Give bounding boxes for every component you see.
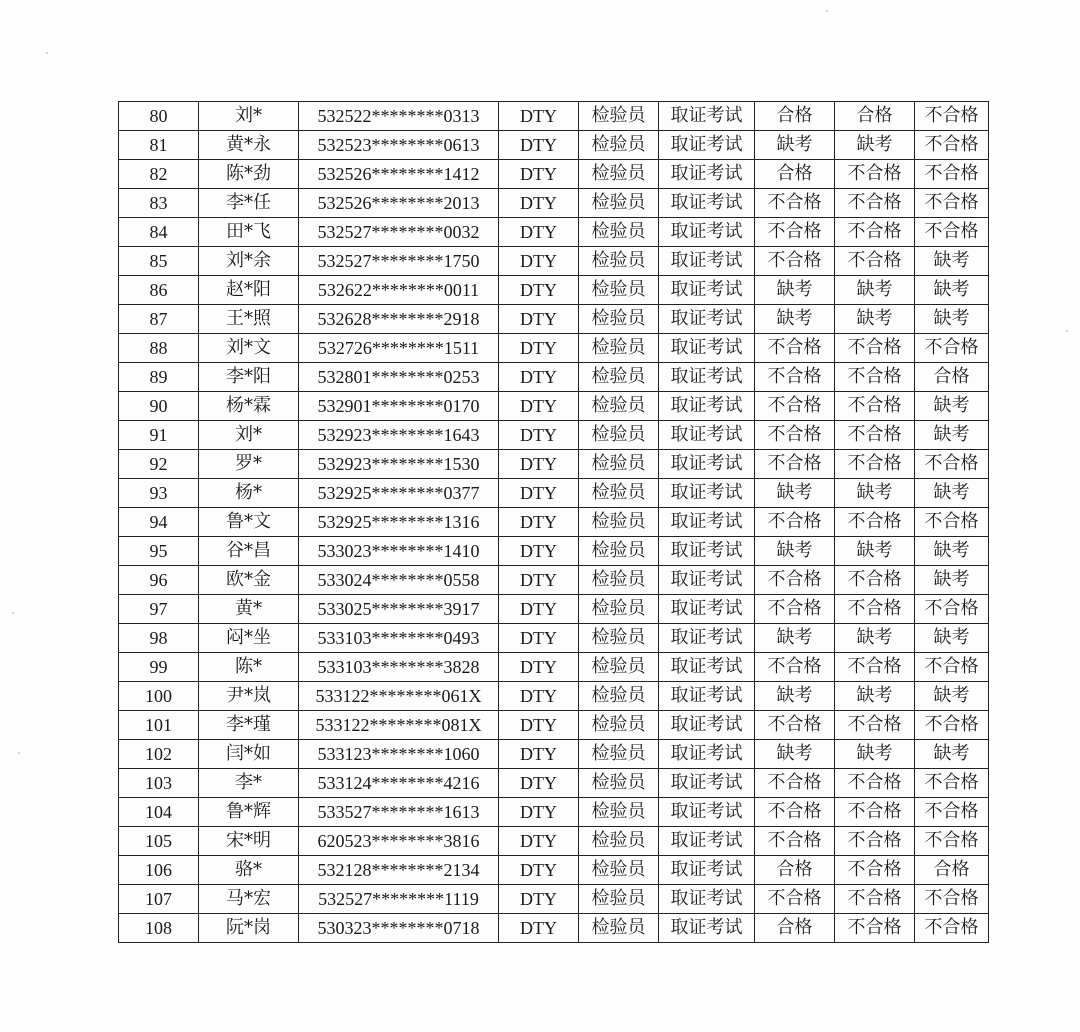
- cell-exam-type: 取证考试: [659, 537, 755, 566]
- cell-role: 检验员: [579, 769, 659, 798]
- cell-exam-type: 取证考试: [659, 856, 755, 885]
- table-row: [119, 160, 989, 189]
- cell-role: 检验员: [579, 479, 659, 508]
- table-row: [119, 914, 989, 943]
- cell-role: 检验员: [579, 102, 659, 131]
- cell-name: 马*宏: [199, 885, 299, 914]
- cell-result-1: 不合格: [755, 363, 835, 392]
- cell-result-3: 不合格: [915, 711, 989, 740]
- cell-category-code: DTY: [499, 827, 579, 856]
- cell-exam-type: 取证考试: [659, 711, 755, 740]
- cell-id-number: 532628********2918: [299, 305, 499, 334]
- cell-id-number: 533023********1410: [299, 537, 499, 566]
- cell-name: 骆*: [199, 856, 299, 885]
- cell-exam-type: 取证考试: [659, 682, 755, 711]
- cell-exam-type: 取证考试: [659, 740, 755, 769]
- cell-role: 检验员: [579, 334, 659, 363]
- cell-category-code: DTY: [499, 798, 579, 827]
- table-row: [119, 218, 989, 247]
- cell-id-number: 532523********0613: [299, 131, 499, 160]
- cell-name: 黄*永: [199, 131, 299, 160]
- cell-result-2: 不合格: [835, 827, 915, 856]
- cell-name: 罗*: [199, 450, 299, 479]
- cell-result-2: 不合格: [835, 160, 915, 189]
- cell-name: 赵*阳: [199, 276, 299, 305]
- table-row: [119, 247, 989, 276]
- table-row: [119, 421, 989, 450]
- cell-result-3: 不合格: [915, 827, 989, 856]
- cell-exam-type: 取证考试: [659, 624, 755, 653]
- cell-result-2: 不合格: [835, 363, 915, 392]
- cell-exam-type: 取证考试: [659, 363, 755, 392]
- cell-result-1: 不合格: [755, 827, 835, 856]
- cell-result-3: 不合格: [915, 914, 989, 943]
- cell-role: 检验员: [579, 653, 659, 682]
- cell-serial-number: 107: [119, 885, 199, 914]
- cell-id-number: 532526********2013: [299, 189, 499, 218]
- cell-serial-number: 80: [119, 102, 199, 131]
- table-row: [119, 189, 989, 218]
- scan-speck: [12, 612, 14, 614]
- cell-role: 检验员: [579, 827, 659, 856]
- cell-exam-type: 取证考试: [659, 798, 755, 827]
- cell-id-number: 620523********3816: [299, 827, 499, 856]
- cell-serial-number: 95: [119, 537, 199, 566]
- cell-category-code: DTY: [499, 421, 579, 450]
- table-row: [119, 334, 989, 363]
- cell-result-1: 合格: [755, 914, 835, 943]
- cell-id-number: 532923********1530: [299, 450, 499, 479]
- cell-result-2: 不合格: [835, 566, 915, 595]
- table-row: [119, 740, 989, 769]
- cell-result-1: 不合格: [755, 566, 835, 595]
- cell-result-2: 不合格: [835, 189, 915, 218]
- cell-serial-number: 98: [119, 624, 199, 653]
- cell-exam-type: 取证考试: [659, 827, 755, 856]
- cell-id-number: 532527********1750: [299, 247, 499, 276]
- cell-id-number: 532526********1412: [299, 160, 499, 189]
- cell-name: 李*任: [199, 189, 299, 218]
- cell-result-1: 不合格: [755, 508, 835, 537]
- cell-name: 田*飞: [199, 218, 299, 247]
- cell-role: 检验员: [579, 189, 659, 218]
- cell-exam-type: 取证考试: [659, 276, 755, 305]
- cell-role: 检验员: [579, 537, 659, 566]
- cell-id-number: 532522********0313: [299, 102, 499, 131]
- cell-result-2: 不合格: [835, 885, 915, 914]
- cell-name: 李*瑾: [199, 711, 299, 740]
- cell-serial-number: 84: [119, 218, 199, 247]
- cell-role: 检验员: [579, 566, 659, 595]
- cell-serial-number: 90: [119, 392, 199, 421]
- cell-id-number: 533103********0493: [299, 624, 499, 653]
- cell-exam-type: 取证考试: [659, 421, 755, 450]
- cell-category-code: DTY: [499, 653, 579, 682]
- cell-serial-number: 92: [119, 450, 199, 479]
- cell-role: 检验员: [579, 247, 659, 276]
- cell-result-3: 不合格: [915, 334, 989, 363]
- cell-id-number: 532925********0377: [299, 479, 499, 508]
- cell-exam-type: 取证考试: [659, 769, 755, 798]
- scan-speck: [1066, 330, 1068, 332]
- cell-name: 谷*昌: [199, 537, 299, 566]
- cell-category-code: DTY: [499, 247, 579, 276]
- cell-result-1: 不合格: [755, 885, 835, 914]
- cell-category-code: DTY: [499, 102, 579, 131]
- exam-results-table: [118, 101, 989, 943]
- cell-id-number: 532622********0011: [299, 276, 499, 305]
- cell-result-2: 合格: [835, 102, 915, 131]
- cell-result-1: 不合格: [755, 711, 835, 740]
- cell-result-1: 不合格: [755, 595, 835, 624]
- cell-serial-number: 83: [119, 189, 199, 218]
- cell-exam-type: 取证考试: [659, 218, 755, 247]
- cell-role: 检验员: [579, 305, 659, 334]
- cell-category-code: DTY: [499, 305, 579, 334]
- table-row: [119, 305, 989, 334]
- cell-name: 黄*: [199, 595, 299, 624]
- cell-exam-type: 取证考试: [659, 160, 755, 189]
- cell-name: 李*阳: [199, 363, 299, 392]
- table-body: [119, 102, 989, 943]
- cell-name: 李*: [199, 769, 299, 798]
- cell-category-code: DTY: [499, 682, 579, 711]
- cell-category-code: DTY: [499, 392, 579, 421]
- cell-name: 刘*: [199, 421, 299, 450]
- cell-exam-type: 取证考试: [659, 131, 755, 160]
- cell-id-number: 533122********081X: [299, 711, 499, 740]
- cell-role: 检验员: [579, 624, 659, 653]
- cell-category-code: DTY: [499, 885, 579, 914]
- cell-category-code: DTY: [499, 914, 579, 943]
- cell-name: 宋*明: [199, 827, 299, 856]
- cell-result-3: 合格: [915, 856, 989, 885]
- cell-exam-type: 取证考试: [659, 566, 755, 595]
- cell-exam-type: 取证考试: [659, 885, 755, 914]
- scan-speck: [46, 52, 48, 54]
- cell-result-3: 缺考: [915, 276, 989, 305]
- cell-result-1: 不合格: [755, 450, 835, 479]
- cell-id-number: 532923********1643: [299, 421, 499, 450]
- cell-role: 检验员: [579, 421, 659, 450]
- cell-category-code: DTY: [499, 711, 579, 740]
- cell-result-2: 不合格: [835, 798, 915, 827]
- cell-result-1: 不合格: [755, 798, 835, 827]
- cell-role: 检验员: [579, 711, 659, 740]
- cell-result-3: 不合格: [915, 769, 989, 798]
- cell-result-2: 缺考: [835, 682, 915, 711]
- cell-serial-number: 97: [119, 595, 199, 624]
- cell-result-2: 不合格: [835, 769, 915, 798]
- cell-exam-type: 取证考试: [659, 479, 755, 508]
- cell-result-2: 不合格: [835, 508, 915, 537]
- cell-result-3: 缺考: [915, 537, 989, 566]
- cell-exam-type: 取证考试: [659, 305, 755, 334]
- table-row: [119, 624, 989, 653]
- cell-serial-number: 86: [119, 276, 199, 305]
- cell-id-number: 532527********1119: [299, 885, 499, 914]
- cell-id-number: 533024********0558: [299, 566, 499, 595]
- cell-result-1: 不合格: [755, 653, 835, 682]
- cell-category-code: DTY: [499, 624, 579, 653]
- cell-result-1: 合格: [755, 856, 835, 885]
- table-row: [119, 537, 989, 566]
- cell-serial-number: 96: [119, 566, 199, 595]
- cell-result-3: 不合格: [915, 885, 989, 914]
- cell-result-3: 不合格: [915, 508, 989, 537]
- cell-category-code: DTY: [499, 189, 579, 218]
- cell-name: 闷*坐: [199, 624, 299, 653]
- table-row: [119, 102, 989, 131]
- cell-id-number: 533122********061X: [299, 682, 499, 711]
- table-row: [119, 595, 989, 624]
- cell-name: 陈*: [199, 653, 299, 682]
- cell-result-2: 不合格: [835, 711, 915, 740]
- cell-result-1: 合格: [755, 102, 835, 131]
- cell-name: 鲁*文: [199, 508, 299, 537]
- cell-serial-number: 106: [119, 856, 199, 885]
- cell-serial-number: 101: [119, 711, 199, 740]
- cell-category-code: DTY: [499, 566, 579, 595]
- cell-name: 杨*霖: [199, 392, 299, 421]
- cell-category-code: DTY: [499, 218, 579, 247]
- cell-id-number: 532726********1511: [299, 334, 499, 363]
- cell-id-number: 532925********1316: [299, 508, 499, 537]
- cell-result-2: 不合格: [835, 595, 915, 624]
- cell-result-1: 不合格: [755, 189, 835, 218]
- cell-serial-number: 100: [119, 682, 199, 711]
- cell-id-number: 532527********0032: [299, 218, 499, 247]
- cell-category-code: DTY: [499, 508, 579, 537]
- cell-name: 陈*劲: [199, 160, 299, 189]
- cell-category-code: DTY: [499, 740, 579, 769]
- cell-result-3: 缺考: [915, 682, 989, 711]
- cell-result-1: 缺考: [755, 479, 835, 508]
- table-row: [119, 769, 989, 798]
- cell-result-1: 缺考: [755, 624, 835, 653]
- cell-result-3: 不合格: [915, 189, 989, 218]
- cell-result-1: 不合格: [755, 247, 835, 276]
- cell-serial-number: 85: [119, 247, 199, 276]
- cell-exam-type: 取证考试: [659, 392, 755, 421]
- cell-role: 检验员: [579, 682, 659, 711]
- cell-result-2: 不合格: [835, 334, 915, 363]
- cell-result-3: 合格: [915, 363, 989, 392]
- cell-result-1: 不合格: [755, 769, 835, 798]
- cell-result-1: 缺考: [755, 682, 835, 711]
- cell-result-3: 不合格: [915, 131, 989, 160]
- cell-category-code: DTY: [499, 160, 579, 189]
- table-row: [119, 856, 989, 885]
- scan-speck: [18, 752, 20, 754]
- cell-result-1: 缺考: [755, 537, 835, 566]
- cell-result-1: 不合格: [755, 334, 835, 363]
- cell-result-3: 缺考: [915, 479, 989, 508]
- cell-name: 鲁*辉: [199, 798, 299, 827]
- cell-result-2: 缺考: [835, 624, 915, 653]
- cell-name: 杨*: [199, 479, 299, 508]
- cell-result-1: 不合格: [755, 421, 835, 450]
- table-row: [119, 508, 989, 537]
- cell-serial-number: 93: [119, 479, 199, 508]
- cell-role: 检验员: [579, 885, 659, 914]
- cell-result-3: 缺考: [915, 305, 989, 334]
- cell-exam-type: 取证考试: [659, 914, 755, 943]
- cell-id-number: 532128********2134: [299, 856, 499, 885]
- cell-role: 检验员: [579, 392, 659, 421]
- cell-result-3: 不合格: [915, 595, 989, 624]
- table-row: [119, 827, 989, 856]
- cell-result-2: 不合格: [835, 421, 915, 450]
- cell-id-number: 533124********4216: [299, 769, 499, 798]
- cell-id-number: 533025********3917: [299, 595, 499, 624]
- cell-category-code: DTY: [499, 856, 579, 885]
- cell-result-3: 缺考: [915, 421, 989, 450]
- cell-exam-type: 取证考试: [659, 102, 755, 131]
- cell-result-2: 缺考: [835, 305, 915, 334]
- cell-result-2: 不合格: [835, 856, 915, 885]
- cell-serial-number: 89: [119, 363, 199, 392]
- cell-result-1: 缺考: [755, 740, 835, 769]
- cell-name: 欧*金: [199, 566, 299, 595]
- cell-serial-number: 94: [119, 508, 199, 537]
- cell-result-1: 缺考: [755, 305, 835, 334]
- cell-result-1: 不合格: [755, 392, 835, 421]
- cell-name: 尹*岚: [199, 682, 299, 711]
- cell-role: 检验员: [579, 798, 659, 827]
- cell-exam-type: 取证考试: [659, 450, 755, 479]
- cell-result-1: 缺考: [755, 131, 835, 160]
- cell-serial-number: 105: [119, 827, 199, 856]
- cell-serial-number: 81: [119, 131, 199, 160]
- table-row: [119, 276, 989, 305]
- cell-exam-type: 取证考试: [659, 653, 755, 682]
- cell-result-2: 不合格: [835, 247, 915, 276]
- cell-name: 王*照: [199, 305, 299, 334]
- cell-serial-number: 99: [119, 653, 199, 682]
- cell-category-code: DTY: [499, 537, 579, 566]
- cell-name: 阮*岗: [199, 914, 299, 943]
- cell-result-3: 不合格: [915, 798, 989, 827]
- cell-name: 刘*余: [199, 247, 299, 276]
- cell-category-code: DTY: [499, 276, 579, 305]
- cell-result-3: 不合格: [915, 218, 989, 247]
- cell-result-3: 不合格: [915, 653, 989, 682]
- cell-serial-number: 102: [119, 740, 199, 769]
- cell-serial-number: 87: [119, 305, 199, 334]
- cell-result-2: 不合格: [835, 653, 915, 682]
- cell-role: 检验员: [579, 160, 659, 189]
- table-row: [119, 566, 989, 595]
- cell-result-1: 不合格: [755, 218, 835, 247]
- cell-category-code: DTY: [499, 769, 579, 798]
- cell-serial-number: 108: [119, 914, 199, 943]
- cell-role: 检验员: [579, 914, 659, 943]
- cell-serial-number: 91: [119, 421, 199, 450]
- cell-name: 刘*: [199, 102, 299, 131]
- table-row: [119, 131, 989, 160]
- cell-name: 闫*如: [199, 740, 299, 769]
- cell-role: 检验员: [579, 218, 659, 247]
- table-row: [119, 653, 989, 682]
- cell-result-1: 缺考: [755, 276, 835, 305]
- table-row: [119, 479, 989, 508]
- cell-name: 刘*文: [199, 334, 299, 363]
- cell-category-code: DTY: [499, 363, 579, 392]
- table-row: [119, 885, 989, 914]
- cell-role: 检验员: [579, 363, 659, 392]
- cell-serial-number: 88: [119, 334, 199, 363]
- table-row: [119, 682, 989, 711]
- scan-speck: [826, 10, 828, 12]
- cell-role: 检验员: [579, 508, 659, 537]
- cell-result-2: 不合格: [835, 392, 915, 421]
- cell-result-3: 缺考: [915, 392, 989, 421]
- cell-id-number: 533103********3828: [299, 653, 499, 682]
- cell-result-2: 缺考: [835, 276, 915, 305]
- cell-category-code: DTY: [499, 595, 579, 624]
- table-row: [119, 798, 989, 827]
- table-row: [119, 711, 989, 740]
- cell-result-2: 缺考: [835, 479, 915, 508]
- cell-id-number: 533527********1613: [299, 798, 499, 827]
- cell-result-3: 不合格: [915, 450, 989, 479]
- cell-serial-number: 103: [119, 769, 199, 798]
- cell-serial-number: 82: [119, 160, 199, 189]
- cell-result-3: 不合格: [915, 160, 989, 189]
- cell-result-2: 缺考: [835, 537, 915, 566]
- cell-result-3: 缺考: [915, 247, 989, 276]
- cell-result-2: 不合格: [835, 450, 915, 479]
- cell-role: 检验员: [579, 740, 659, 769]
- cell-role: 检验员: [579, 856, 659, 885]
- cell-serial-number: 104: [119, 798, 199, 827]
- cell-result-3: 缺考: [915, 624, 989, 653]
- cell-result-2: 缺考: [835, 131, 915, 160]
- cell-result-2: 不合格: [835, 218, 915, 247]
- cell-role: 检验员: [579, 131, 659, 160]
- cell-role: 检验员: [579, 450, 659, 479]
- cell-exam-type: 取证考试: [659, 508, 755, 537]
- cell-id-number: 532901********0170: [299, 392, 499, 421]
- cell-result-2: 缺考: [835, 740, 915, 769]
- table-row: [119, 392, 989, 421]
- cell-exam-type: 取证考试: [659, 247, 755, 276]
- cell-id-number: 532801********0253: [299, 363, 499, 392]
- cell-result-1: 合格: [755, 160, 835, 189]
- cell-result-2: 不合格: [835, 914, 915, 943]
- cell-category-code: DTY: [499, 450, 579, 479]
- cell-category-code: DTY: [499, 479, 579, 508]
- cell-category-code: DTY: [499, 131, 579, 160]
- cell-result-3: 缺考: [915, 740, 989, 769]
- cell-exam-type: 取证考试: [659, 595, 755, 624]
- cell-exam-type: 取证考试: [659, 189, 755, 218]
- cell-role: 检验员: [579, 595, 659, 624]
- cell-id-number: 533123********1060: [299, 740, 499, 769]
- cell-role: 检验员: [579, 276, 659, 305]
- cell-category-code: DTY: [499, 334, 579, 363]
- cell-exam-type: 取证考试: [659, 334, 755, 363]
- cell-result-3: 缺考: [915, 566, 989, 595]
- cell-result-3: 不合格: [915, 102, 989, 131]
- table-row: [119, 363, 989, 392]
- table-row: [119, 450, 989, 479]
- cell-id-number: 530323********0718: [299, 914, 499, 943]
